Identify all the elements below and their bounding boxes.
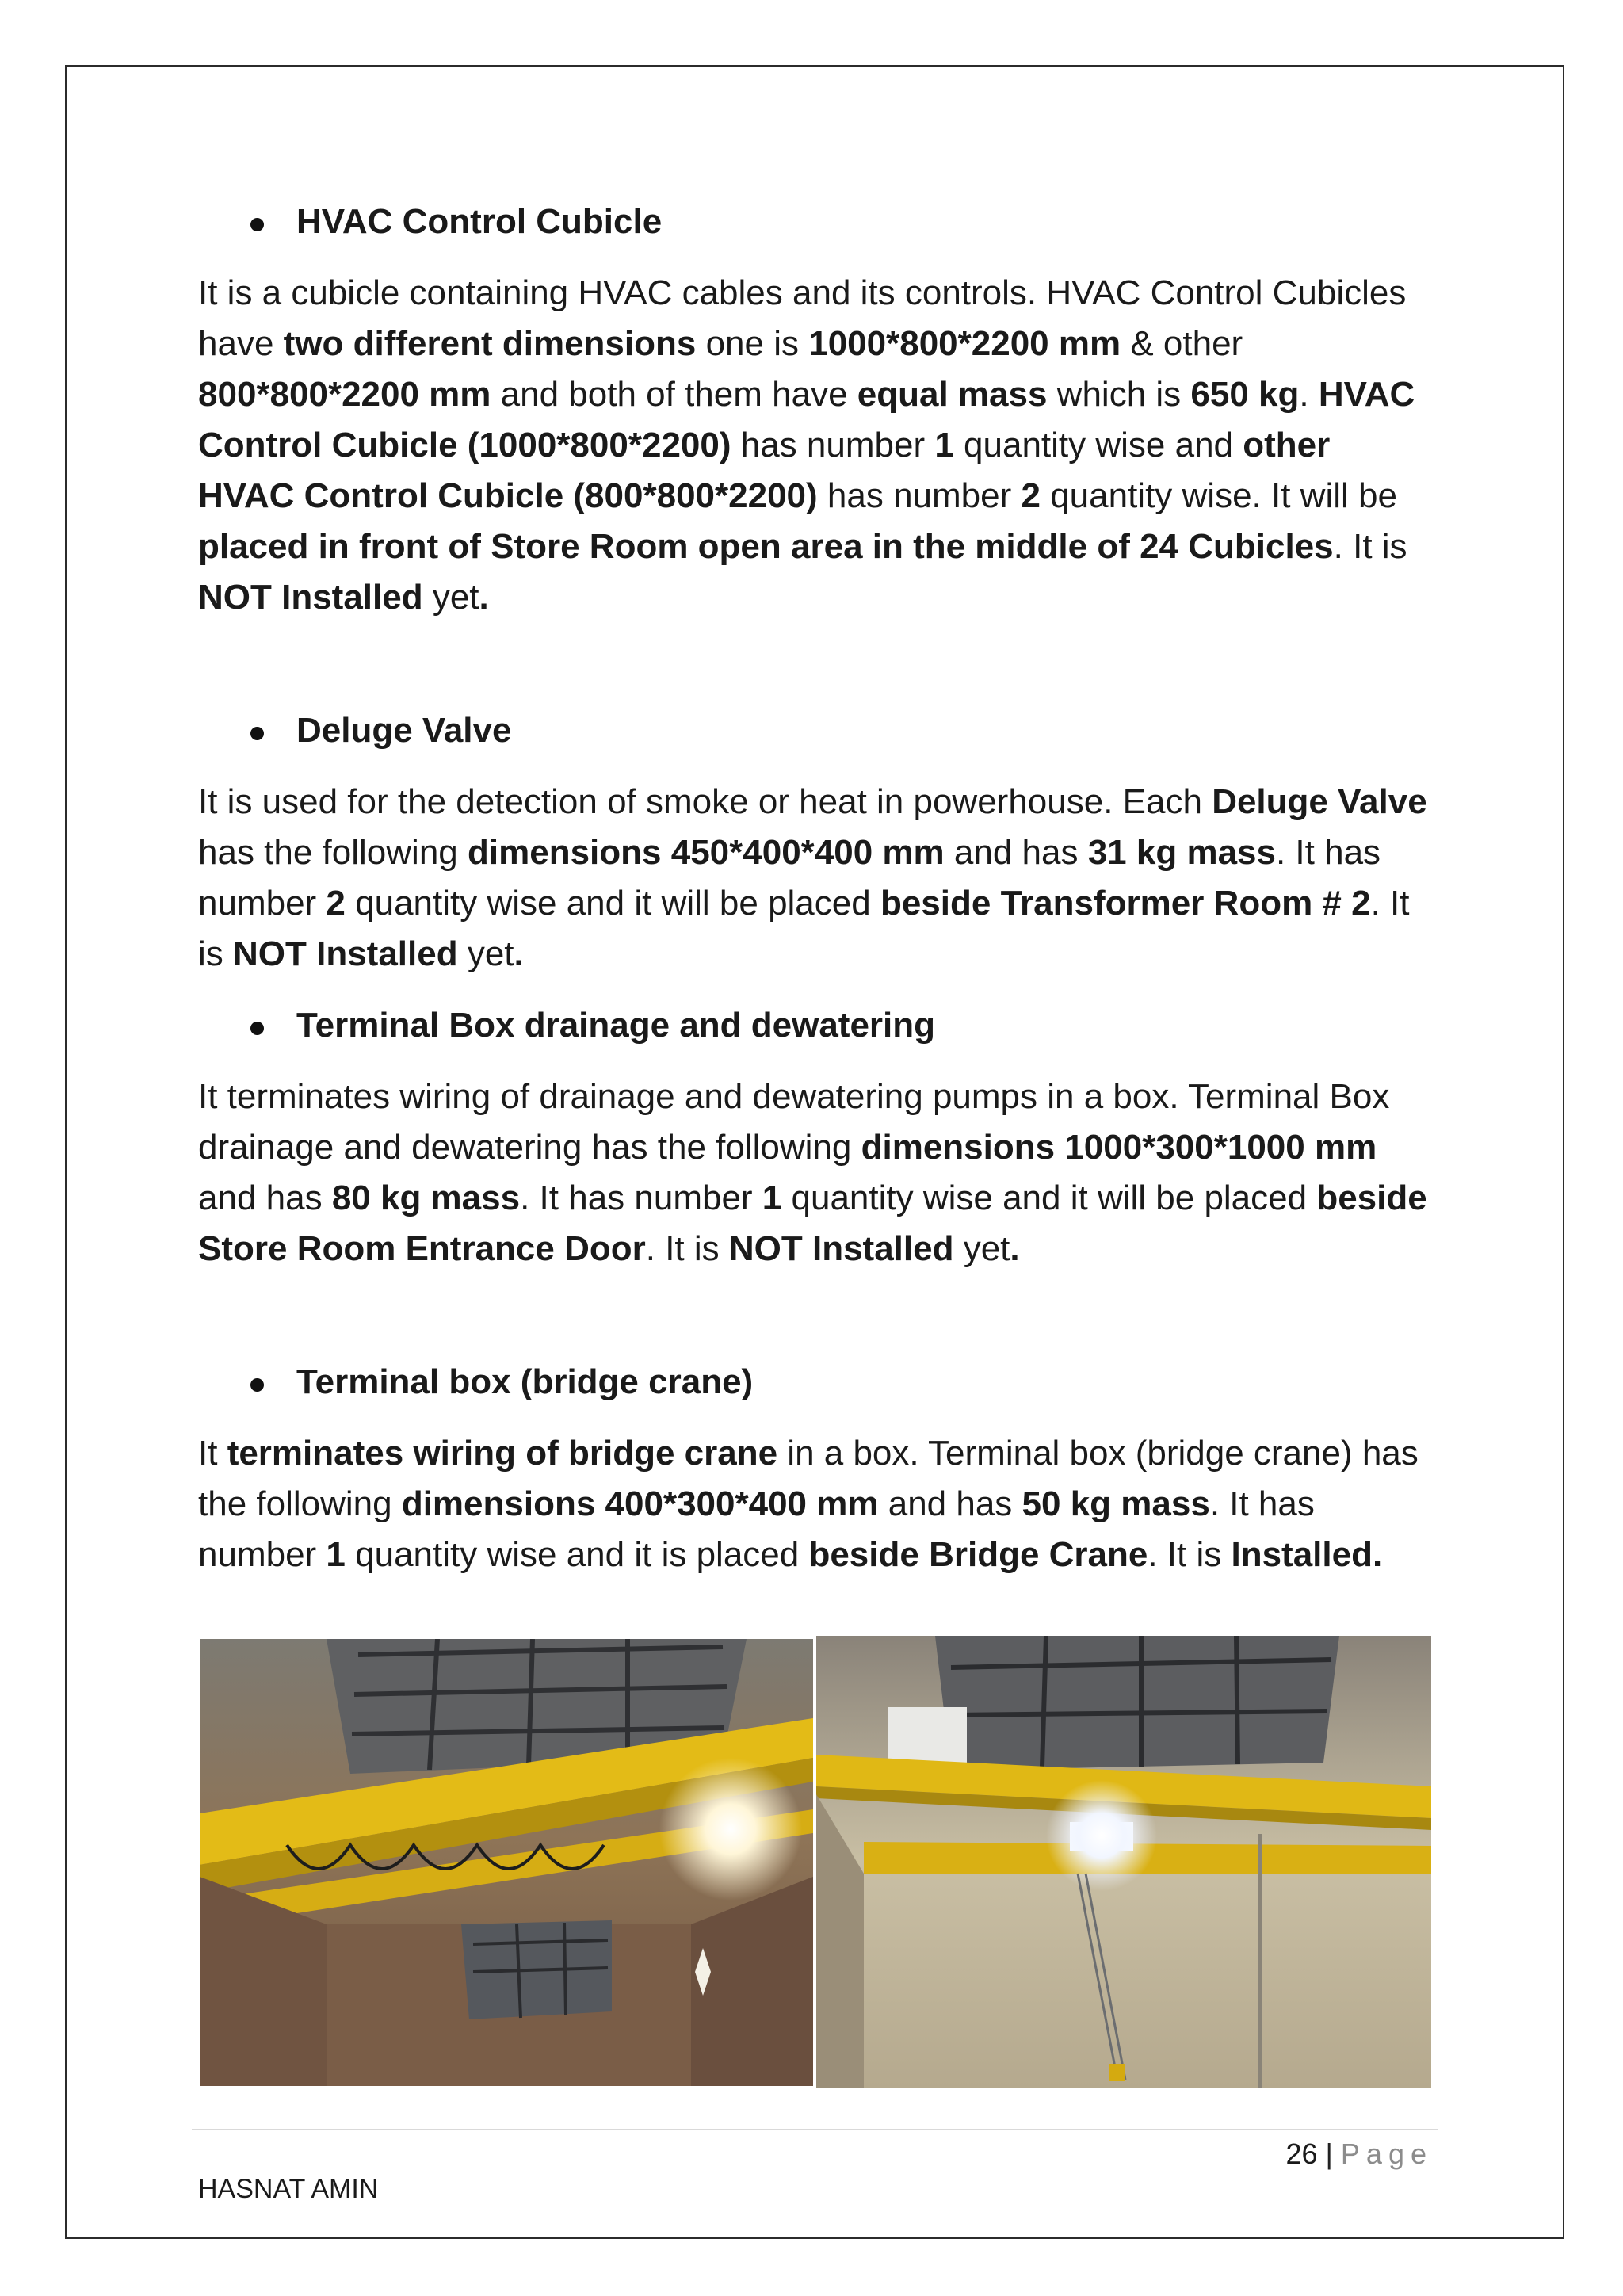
bold-text-run: dimensions 450*400*400 mm: [468, 833, 945, 872]
bullet-icon: [250, 1022, 264, 1035]
bullet-icon: [250, 1378, 264, 1392]
text-run: . It has number: [198, 1484, 1315, 1574]
section-hvac-control-cubicle: [198, 197, 1434, 623]
bold-text-run: NOT Installed: [728, 1229, 954, 1268]
bridge-crane-photo-right-image: [816, 1636, 1431, 2088]
text-run: one is: [696, 324, 809, 363]
text-run: It: [198, 1434, 227, 1473]
bold-text-run: NOT Installed: [233, 934, 458, 973]
text-run: It is a cubicle containing HVAC cables and its controls. HVAC Control Cubicles have: [198, 273, 1407, 363]
text-run: and has: [878, 1484, 1022, 1523]
bullet-icon: [250, 218, 264, 231]
section-heading: [198, 705, 1434, 756]
page-number-separator: |: [1325, 2137, 1333, 2170]
bold-text-run: 650 kg: [1190, 375, 1300, 414]
text-run: has the following: [198, 833, 468, 872]
bold-text-run: dimensions 400*300*400 mm: [401, 1484, 879, 1523]
text-run: . It is: [1333, 527, 1407, 566]
bridge-crane-photo-right: [816, 1636, 1431, 2088]
section-paragraph: [198, 777, 1434, 980]
text-run: quantity wise. It will be: [1040, 476, 1397, 515]
text-run: quantity wise and it will be placed: [781, 1179, 1317, 1217]
bold-text-run: 1: [762, 1179, 782, 1217]
bold-text-run: 800*800*2200 mm: [198, 375, 491, 414]
text-run: It is used for the detection of smoke or heat in powerhouse. Each: [198, 782, 1212, 821]
photo-strip: [198, 1636, 1433, 2088]
text-run: . It has number: [198, 833, 1381, 923]
bold-text-run: terminates wiring of bridge crane: [227, 1434, 778, 1473]
bold-text-run: 80 kg mass: [331, 1179, 521, 1217]
section-heading-text: Terminal box (bridge crane): [296, 1362, 754, 1401]
section-paragraph: [198, 1072, 1434, 1274]
bold-text-run: placed in front of Store Room open area in the middle of 24 Cubicles: [198, 527, 1334, 566]
bold-text-run: 1000*800*2200 mm: [808, 324, 1121, 363]
section-heading-text: Terminal Box drainage and dewatering: [296, 1006, 936, 1045]
text-run: has number: [731, 426, 935, 464]
section-heading: [198, 197, 1434, 247]
text-run: in a box. Terminal box (bridge crane) has the following: [198, 1434, 1419, 1523]
bold-text-run: 2: [1021, 476, 1041, 515]
section-heading: [198, 1000, 1434, 1051]
bold-text-run: .: [514, 934, 524, 973]
section-heading-text: HVAC Control Cubicle: [296, 202, 663, 241]
bold-text-run: equal mass: [857, 375, 1048, 414]
bold-text-run: .: [1010, 1229, 1020, 1268]
bold-text-run: Installed.: [1231, 1535, 1383, 1574]
bold-text-run: 50 kg mass: [1022, 1484, 1210, 1523]
text-run: which is: [1047, 375, 1191, 414]
text-run: . It has number: [520, 1179, 762, 1217]
bullet-icon: [250, 727, 264, 740]
bridge-crane-photo-left-image: [200, 1639, 813, 2086]
section-heading-text: Deluge Valve: [296, 711, 512, 750]
page-number-label: Page: [1340, 2137, 1433, 2170]
text-run: quantity wise and: [953, 426, 1243, 464]
bold-text-run: 2: [326, 884, 346, 923]
bold-text-run: .: [479, 578, 489, 617]
text-run: yet: [953, 1229, 1010, 1268]
section-terminal-box-drainage: [198, 1000, 1434, 1274]
footer-author: HASNAT AMIN: [198, 2174, 379, 2204]
bridge-crane-photo-left: [200, 1639, 813, 2086]
text-run: yet: [422, 578, 479, 617]
bold-text-run: Deluge Valve: [1212, 782, 1427, 821]
bold-text-run: NOT Installed: [198, 578, 423, 617]
section-paragraph: [198, 268, 1434, 623]
bold-text-run: beside Transformer Room # 2: [880, 884, 1371, 923]
text-run: .: [1299, 375, 1319, 414]
text-run: and both of them have: [491, 375, 857, 414]
document-body: [198, 197, 1434, 1580]
text-run: & other: [1121, 324, 1243, 363]
text-run: quantity wise and it will be placed: [345, 884, 880, 923]
section-heading: [198, 1357, 1434, 1408]
page-number-value: 26: [1285, 2137, 1318, 2170]
text-run: yet: [457, 934, 514, 973]
bold-text-run: other HVAC Control Cubicle (800*800*2200): [198, 426, 1331, 515]
bold-text-run: 31 kg mass: [1087, 833, 1276, 872]
text-run: It terminates wiring of drainage and dewatering pumps in a box. Terminal Box drainage and dewatering has the following: [198, 1077, 1390, 1167]
bold-text-run: 1: [934, 426, 954, 464]
text-run: has number: [817, 476, 1022, 515]
text-run: quantity wise and it is placed: [345, 1535, 809, 1574]
section-paragraph: [198, 1428, 1434, 1580]
text-run: and has: [944, 833, 1088, 872]
text-run: and has: [198, 1179, 332, 1217]
page-number: [1285, 2132, 1433, 2176]
text-run: . It is: [1148, 1535, 1232, 1574]
bold-text-run: 1: [326, 1535, 346, 1574]
bold-text-run: two different dimensions: [283, 324, 697, 363]
bold-text-run: dimensions 1000*300*1000 mm: [861, 1128, 1377, 1167]
section-terminal-box-bridge-crane: [198, 1357, 1434, 1580]
section-deluge-valve: [198, 705, 1434, 980]
bold-text-run: HVAC Control Cubicle (1000*800*2200): [198, 375, 1415, 464]
bold-text-run: beside Store Room Entrance Door: [198, 1179, 1427, 1268]
text-run: . It is: [645, 1229, 729, 1268]
text-run: . It is: [198, 884, 1410, 973]
bold-text-run: beside Bridge Crane: [808, 1535, 1148, 1574]
footer-rule: [192, 2129, 1438, 2130]
